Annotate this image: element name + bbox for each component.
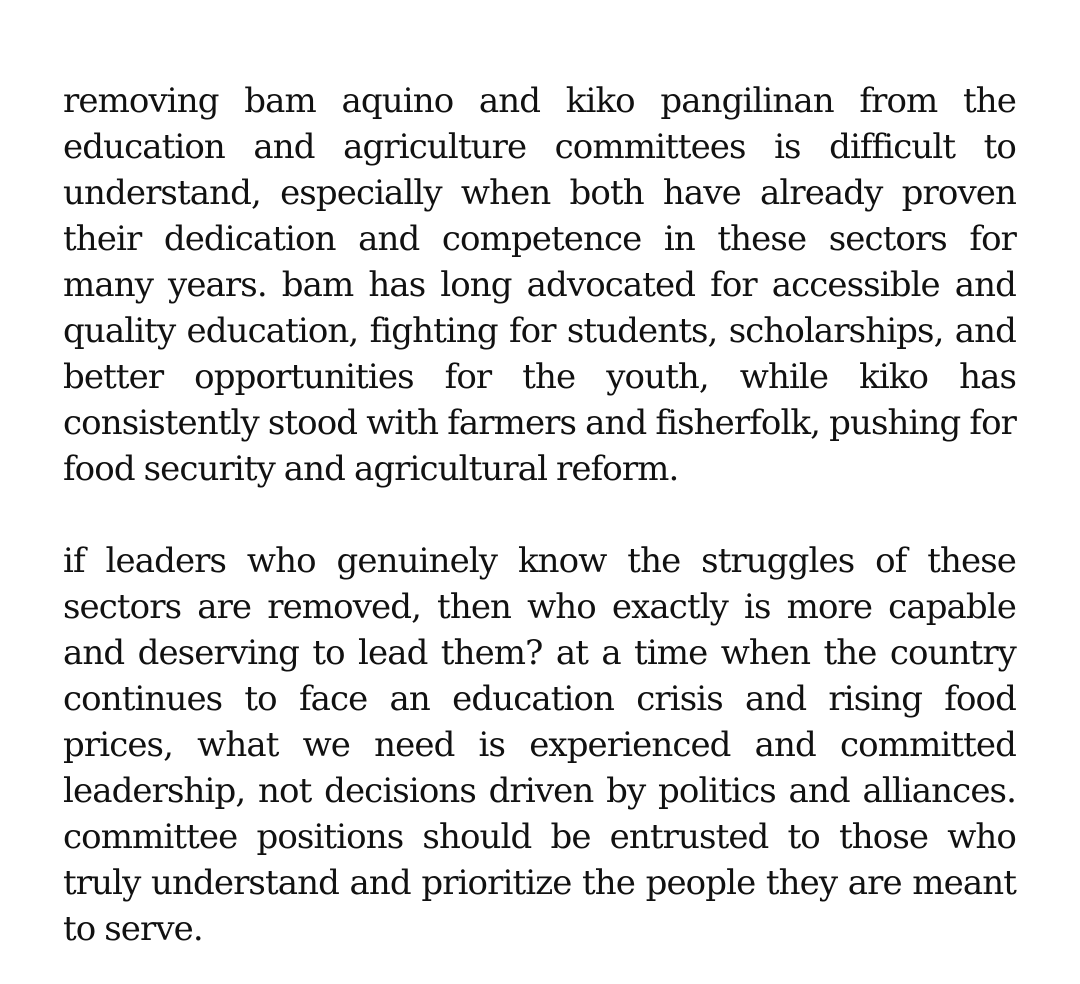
document-body — [63, 78, 1016, 952]
paragraph-2: if leaders who genuinely know the struggles of these sectors are removed, then who exactly is more capable and deserving to lead them? at a time when the country continues to face an education crisis and rising food prices, what we need is experienced and committed leadership, not decisions driven by politics and alliances. committee positions should be entrusted to those who truly understand and prioritize the people they are meant to serve. — [63, 541, 1016, 949]
paragraph-1: removing bam aquino and kiko pangilinan from the education and agriculture committees is difficult to understand, especially when both have already proven their dedication and competence in these sectors for many years. bam has long advocated for accessible and quality education, fighting for students, scholarships, and better opportunities for the youth, while kiko has consistently stood with farmers and fisherfolk, pushing for food security and agricultural reform. — [63, 81, 1016, 489]
